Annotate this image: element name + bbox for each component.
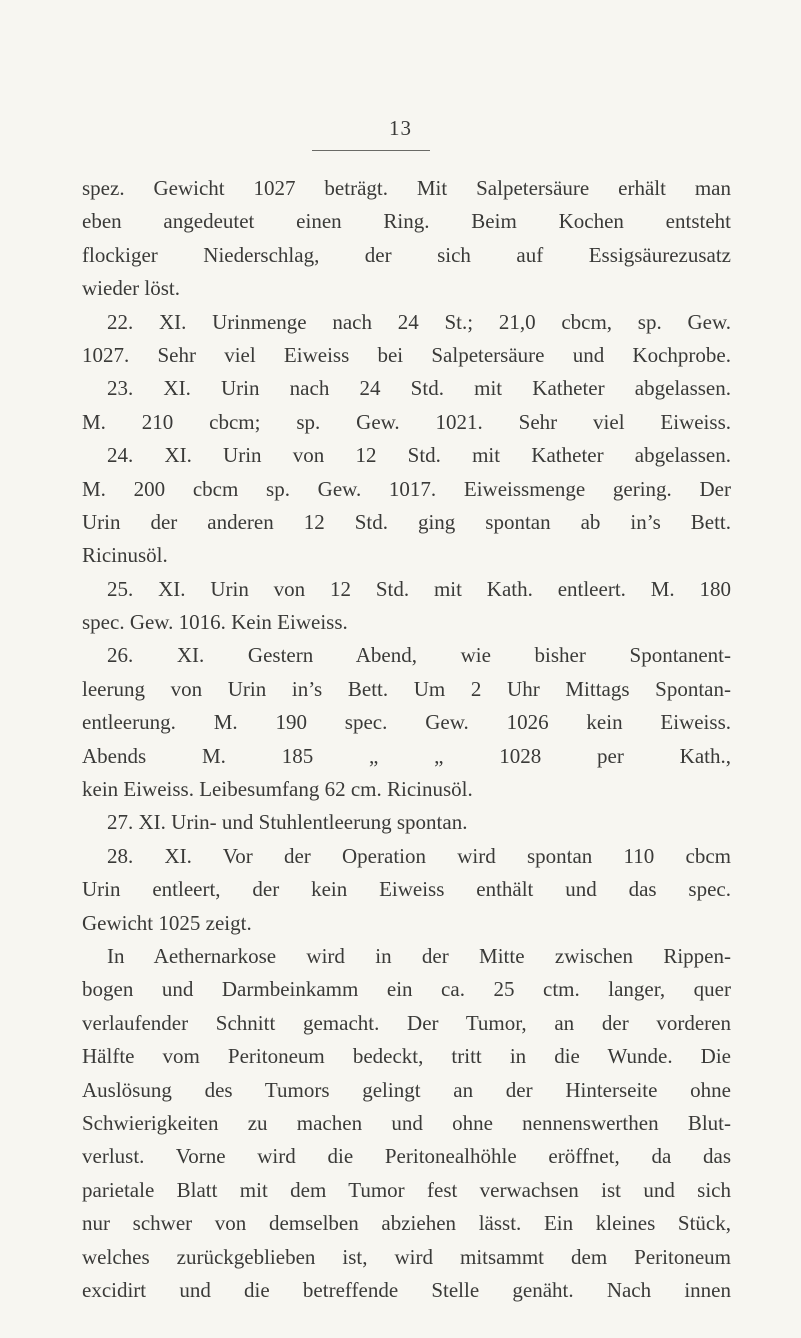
text-line: spez. Gewicht 1027 beträgt. Mit Salpetersäure erhält man — [82, 176, 731, 200]
text-line: flockiger Niederschlag, der sich auf Essigsäurezusatz — [82, 242, 731, 267]
text-line: 23. XI. Urin nach 24 Std. mit Katheter abgelassen. — [107, 376, 731, 401]
text-line: Ricinusöl. — [82, 543, 168, 568]
text-line: 28. XI. Vor der Operation wird spontan 110 cbcm — [107, 843, 731, 868]
text-line: verlaufender Schnitt gemacht. Der Tumor, an der vorderen — [82, 1010, 731, 1035]
text-line: 24. XI. Urin von 12 Std. mit Katheter abgelassen. — [107, 443, 731, 468]
text-line: excidirt und die betreffende Stelle genäht. Nach innen — [82, 1277, 731, 1302]
body-text — [82, 172, 731, 1307]
text-line: 22. XI. Urinmenge nach 24 St.; 21,0 cbcm, sp. Gew. — [107, 309, 731, 334]
text-line: M. 210 cbcm; sp. Gew. 1021. Sehr viel Eiweiss. — [82, 409, 731, 434]
text-line: bogen und Darmbeinkamm ein ca. 25 ctm. langer, quer — [82, 977, 731, 1002]
text-line: nur schwer von demselben abziehen lässt. Ein kleines Stück, — [82, 1211, 731, 1236]
text-line: Urin der anderen 12 Std. ging spontan ab in’s Bett. — [82, 509, 731, 534]
text-line: parietale Blatt mit dem Tumor fest verwachsen ist und sich — [82, 1177, 731, 1202]
header-rule — [312, 150, 430, 151]
text-line: 25. XI. Urin von 12 Std. mit Kath. entleert. M. 180 — [107, 576, 731, 601]
text-line: 26. XI. Gestern Abend, wie bisher Spontanent- — [107, 643, 731, 668]
text-line: verlust. Vorne wird die Peritonealhöhle eröffnet, da das — [82, 1144, 731, 1169]
text-line: Hälfte vom Peritoneum bedeckt, tritt in die Wunde. Die — [82, 1044, 731, 1069]
text-line: eben angedeutet einen Ring. Beim Kochen entsteht — [82, 209, 731, 234]
text-line: spec. Gew. 1016. Kein Eiweiss. — [82, 610, 348, 635]
text-line: 1027. Sehr viel Eiweiss bei Salpetersäure und Kochprobe. — [82, 342, 731, 367]
text-line: Urin entleert, der kein Eiweiss enthält und das spec. — [82, 877, 731, 902]
text-line: entleerung. M. 190 spec. Gew. 1026 kein Eiweiss. — [82, 710, 731, 735]
text-line: Schwierigkeiten zu machen und ohne nennenswerthen Blut- — [82, 1110, 731, 1135]
text-line: Auslösung des Tumors gelingt an der Hinterseite ohne — [82, 1077, 731, 1102]
text-line: leerung von Urin in’s Bett. Um 2 Uhr Mittags Spontan- — [82, 676, 731, 701]
text-line: wieder löst. — [82, 276, 180, 301]
text-line: In Aethernarkose wird in der Mitte zwischen Rippen- — [107, 943, 731, 968]
text-line: kein Eiweiss. Leibesumfang 62 cm. Ricinusöl. — [82, 777, 473, 802]
text-line: welches zurückgeblieben ist, wird mitsammt dem Peritoneum — [82, 1244, 731, 1269]
page-number: 13 — [389, 116, 412, 140]
text-line: M. 200 cbcm sp. Gew. 1017. Eiweissmenge gering. Der — [82, 476, 731, 501]
text-line: 27. XI. Urin- und Stuhlentleerung spontan. — [107, 810, 468, 835]
text-line: Abends M. 185 „ „ 1028 per Kath., — [82, 743, 731, 768]
text-line: Gewicht 1025 zeigt. — [82, 910, 252, 935]
